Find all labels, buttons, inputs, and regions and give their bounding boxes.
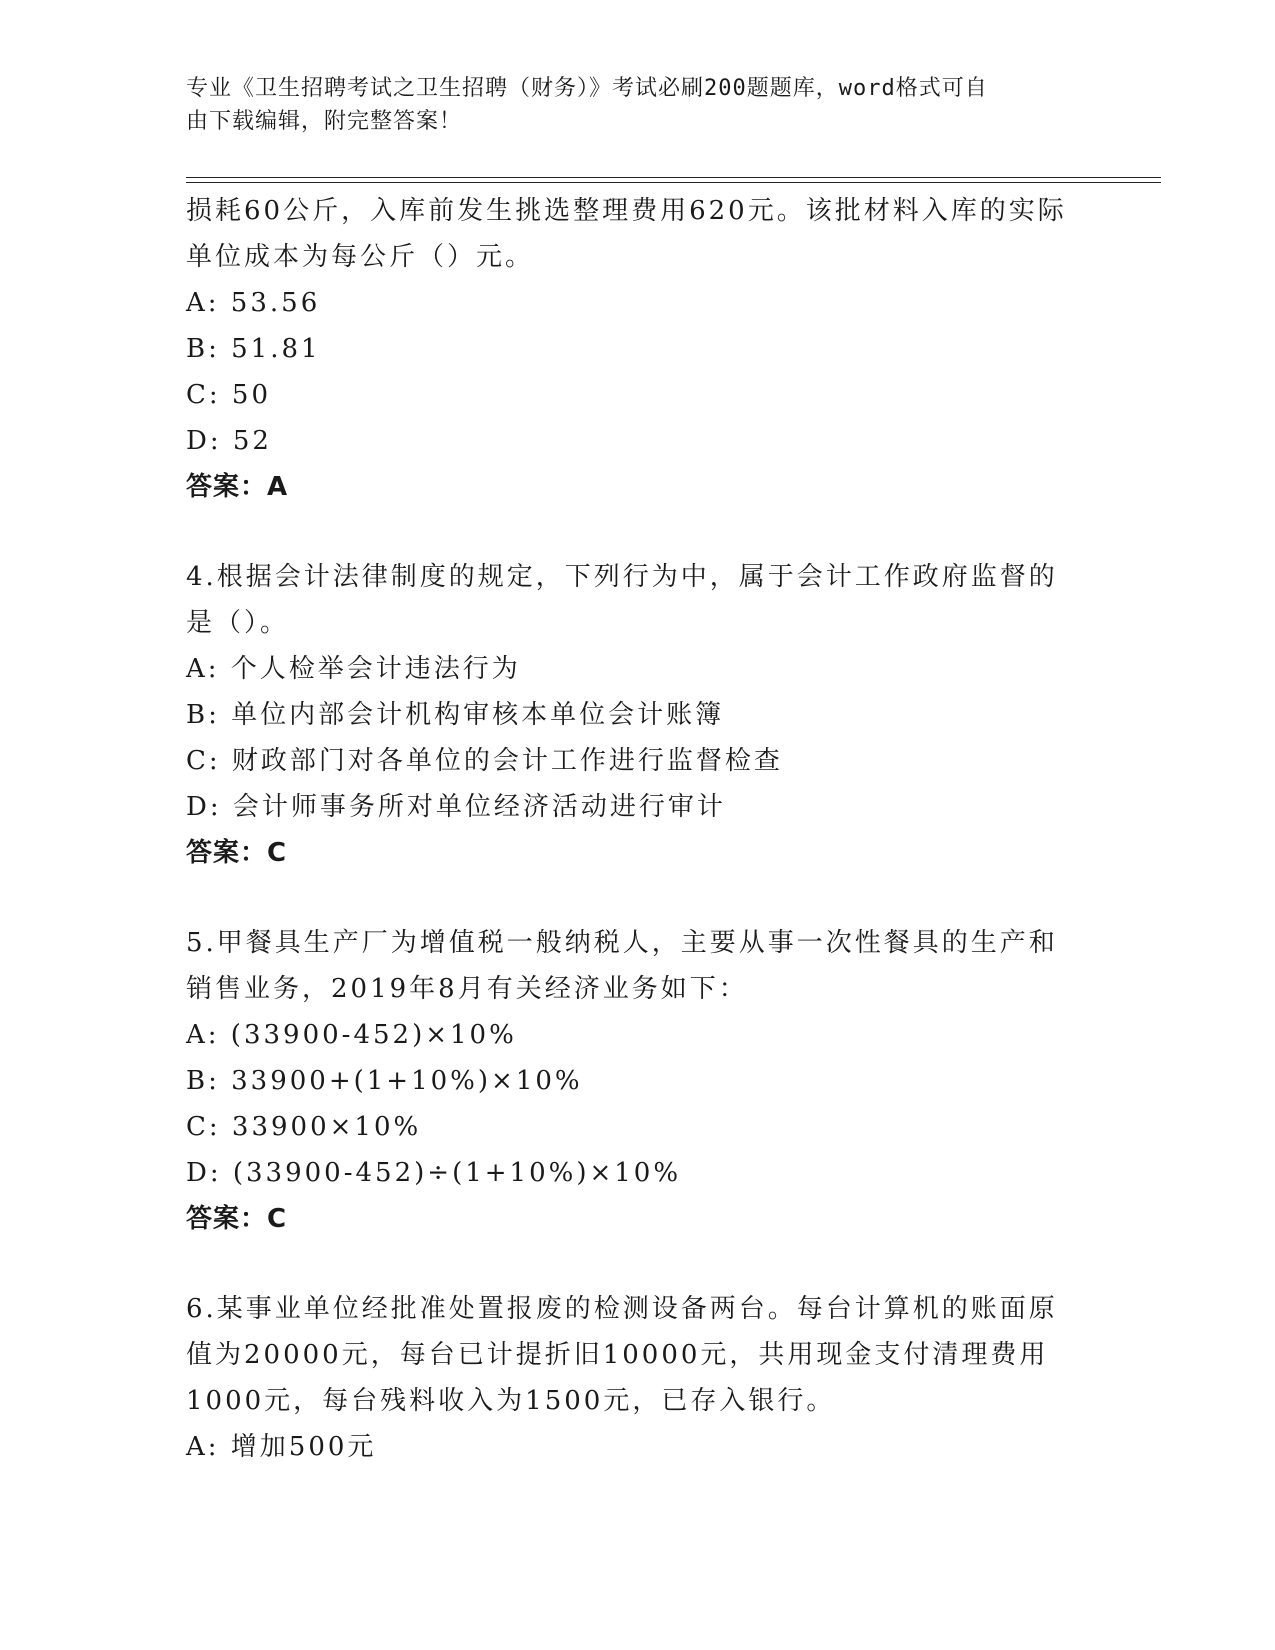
option-b: B: 单位内部会计机构审核本单位会计账簿: [186, 700, 725, 730]
spacer: [186, 510, 1146, 554]
question-text: 是（）。: [186, 608, 290, 638]
option-a: A: 增加500元: [186, 1432, 377, 1462]
question-text: 值为20000元，每台已计提折旧10000元，共用现金支付清理费用: [186, 1340, 1049, 1370]
option-a: A: (33900-452)×10%: [186, 1020, 517, 1050]
option-b: B: 51.81: [186, 334, 321, 364]
option-c: C: 50: [186, 380, 272, 410]
option-d: D: (33900-452)÷(1+10%)×10%: [186, 1158, 682, 1188]
option-a: A: 个人检举会计违法行为: [186, 654, 521, 684]
header-line-1: 专业《卫生招聘考试之卫生招聘（财务）》考试必刷200题题库，word格式可自: [186, 76, 988, 101]
question-text: 1000元，每台残料收入为1500元，已存入银行。: [186, 1386, 836, 1416]
question-text: 5.甲餐具生产厂为增值税一般纳税人，主要从事一次性餐具的生产和: [186, 928, 1058, 958]
option-c: C: 33900×10%: [186, 1112, 422, 1142]
question-text: 4.根据会计法律制度的规定，下列行为中，属于会计工作政府监督的: [186, 562, 1058, 592]
question-4: [186, 554, 1146, 876]
question-text: 6.某事业单位经批准处置报废的检测设备两台。每台计算机的账面原: [186, 1294, 1058, 1324]
question-text: 销售业务，2019年8月有关经济业务如下：: [186, 974, 748, 1004]
spacer: [186, 1242, 1146, 1286]
spacer: [186, 876, 1146, 920]
header-line-2: 由下载编辑，附完整答案！: [186, 109, 463, 134]
answer: 答案：A: [186, 472, 289, 502]
answer: 答案：C: [186, 838, 288, 868]
question-3: [186, 188, 1146, 510]
question-text: 损耗60公斤，入库前发生挑选整理费用620元。该批材料入库的实际: [186, 196, 1067, 226]
answer: 答案：C: [186, 1204, 288, 1234]
question-list: [186, 188, 1146, 1470]
option-d: D: 会计师事务所对单位经济活动进行审计: [186, 792, 726, 822]
question-5: [186, 920, 1146, 1242]
option-b: B: 33900+(1+10%)×10%: [186, 1066, 583, 1096]
option-a: A: 53.56: [186, 288, 321, 318]
question-text: 单位成本为每公斤（）元。: [186, 242, 535, 272]
option-d: D: 52: [186, 426, 272, 456]
document-header: [186, 72, 1086, 138]
header-divider: [186, 177, 1161, 183]
question-6: [186, 1286, 1146, 1470]
option-c: C: 财政部门对各单位的会计工作进行监督检查: [186, 746, 783, 776]
